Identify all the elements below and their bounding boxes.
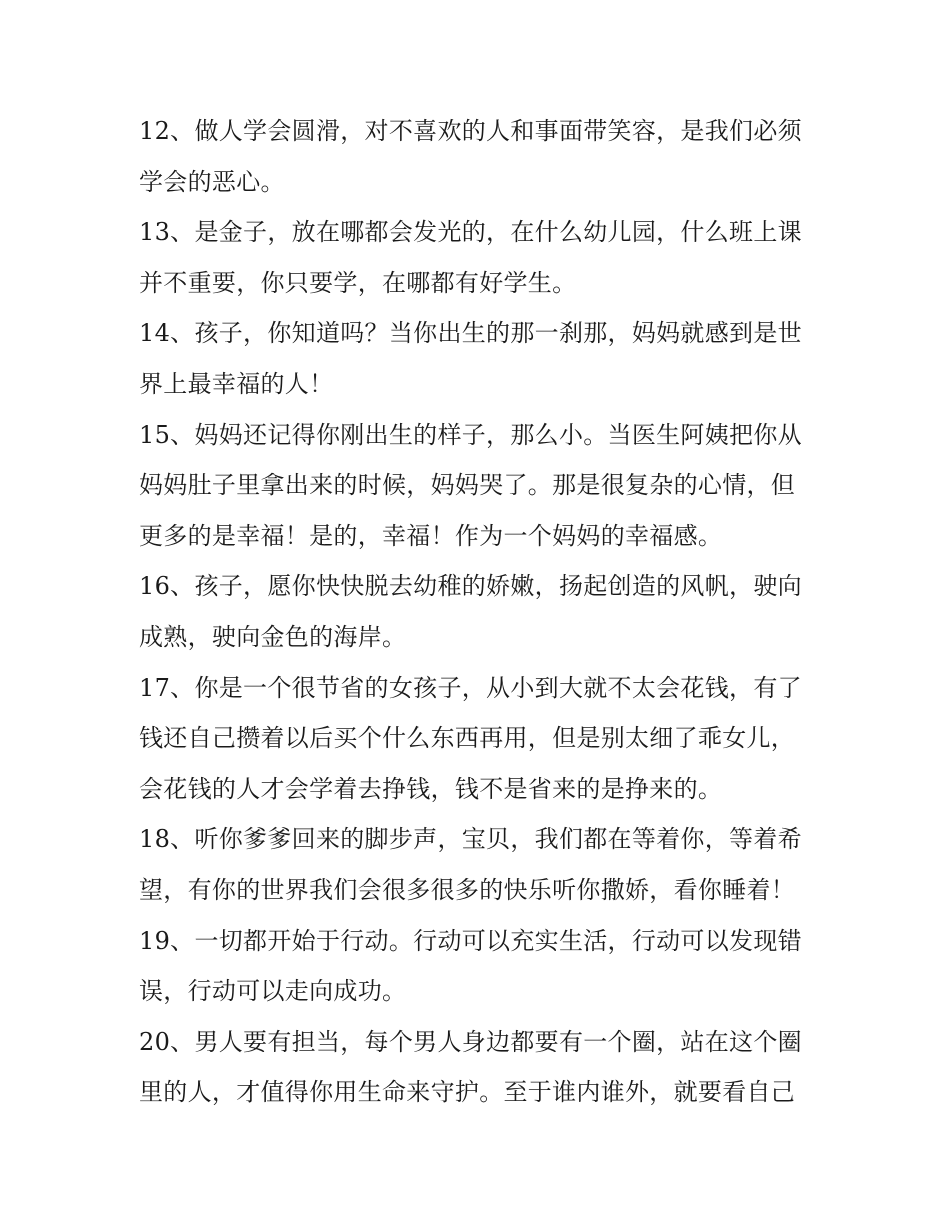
text-line-14: 会花钱的人才会学着去挣钱，钱不是省来的是挣来的。 <box>139 774 723 803</box>
text-line-8: 妈妈肚子里拿出来的时候，妈妈哭了。那是很复杂的心情，但 <box>139 471 796 500</box>
text-line-2: 学会的恶心。 <box>139 167 285 196</box>
text-line-10: 16、孩子，愿你快快脱去幼稚的娇嫩，扬起创造的风帆，驶向 <box>139 572 802 601</box>
text-line-7: 15、妈妈还记得你刚出生的样子，那么小。当医生阿姨把你从 <box>139 420 802 449</box>
text-line-12: 17、你是一个很节省的女孩子，从小到大就不太会花钱，有了 <box>139 673 802 702</box>
text-line-3: 13、是金子，放在哪都会发光的，在什么幼儿园，什么班上课 <box>139 218 802 247</box>
text-line-19: 20、男人要有担当，每个男人身边都要有一个圈，站在这个圈 <box>139 1027 802 1056</box>
text-line-4: 并不重要，你只要学，在哪都有好学生。 <box>139 268 577 297</box>
text-line-18: 误，行动可以走向成功。 <box>139 977 407 1006</box>
document-body <box>139 106 819 1118</box>
text-line-13: 钱还自己攒着以后买个什么东西再用，但是别太细了乖女儿， <box>139 724 796 753</box>
text-line-5: 14、孩子，你知道吗？当你出生的那一刹那，妈妈就感到是世 <box>139 319 802 348</box>
text-line-9: 更多的是幸福！是的，幸福！作为一个妈妈的幸福感。 <box>139 521 723 550</box>
text-line-1: 12、做人学会圆滑，对不喜欢的人和事面带笑容，是我们必须 <box>139 117 802 145</box>
text-line-16: 望，有你的世界我们会很多很多的快乐听你撒娇，看你睡着！ <box>139 875 796 904</box>
text-line-20: 里的人，才值得你用生命来守护。至于谁内谁外，就要看自己 <box>139 1078 796 1107</box>
text-line-11: 成熟，驶向金色的海岸。 <box>139 622 407 651</box>
text-line-6: 界上最幸福的人！ <box>139 369 334 398</box>
text-line-17: 19、一切都开始于行动。行动可以充实生活，行动可以发现错 <box>139 926 802 955</box>
text-line-15: 18、听你爹爹回来的脚步声，宝贝，我们都在等着你，等着希 <box>139 825 802 854</box>
